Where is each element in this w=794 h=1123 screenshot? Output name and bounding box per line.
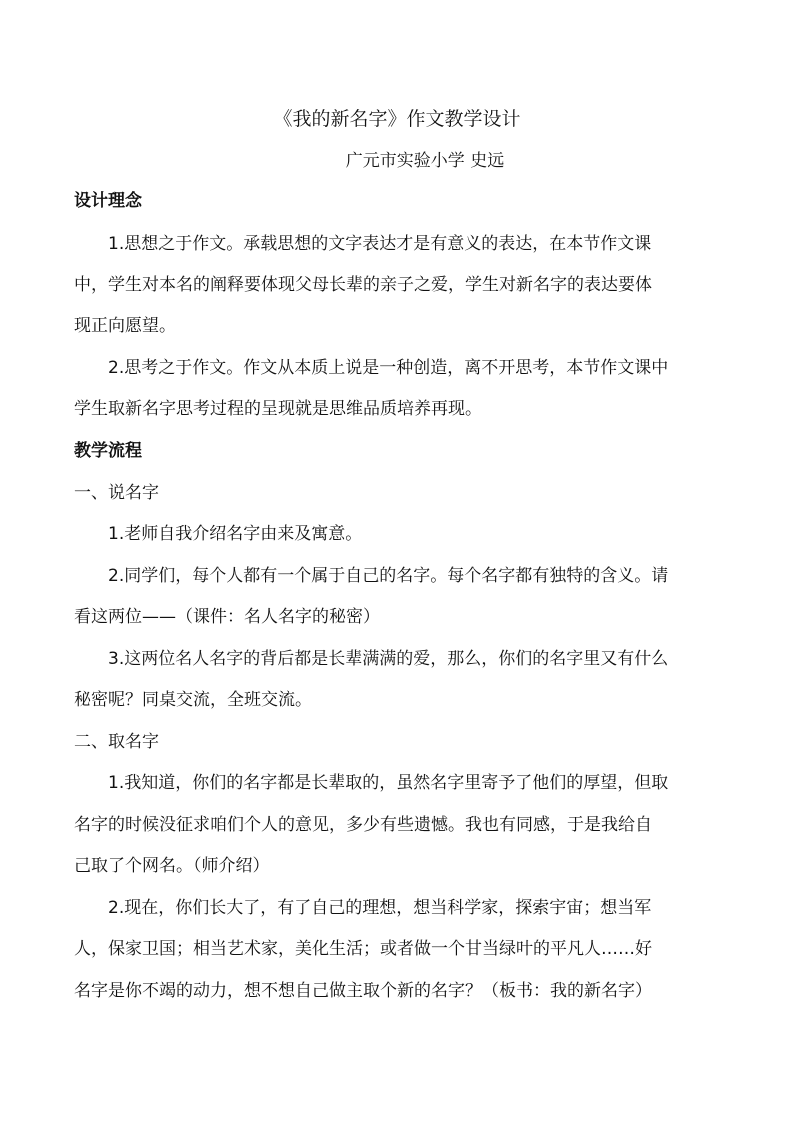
paragraph-line: 2.同学们，每个人都有一个属于自己的名字。每个名字都有独特的含义。请 [108,566,669,586]
paragraph-line: 1.我知道，你们的名字都是长辈取的，虽然名字里寄予了他们的厚望，但取 [108,773,669,793]
section-heading-teaching-process: 教学流程 [74,441,142,461]
paragraph-line: 己取了个网名。（师介绍） [74,856,270,876]
paragraph-line: 1.思想之于作文。承载思想的文字表达才是有意义的表达，在本节作文课 [108,234,652,254]
paragraph-line: 看这两位——（课件：名人名字的秘密） [74,607,380,627]
paragraph-line: 2.思考之于作文。作文从本质上说是一种创造，离不开思考，本节作文课中 [108,358,669,378]
paragraph-line: 名字是你不竭的动力，想不想自己做主取个新的名字？（板书：我的新名字） [74,981,652,1001]
subsection-heading: 一、说名字 [74,483,159,503]
document-author: 广元市实验小学 史远 [345,151,505,171]
paragraph-line: 中，学生对本名的阐释要体现父母长辈的亲子之爱，学生对新名字的表达要体 [74,275,652,295]
paragraph-line: 学生取新名字思考过程的呈现就是思维品质培养再现。 [74,399,482,419]
paragraph-line: 3.这两位名人名字的背后都是长辈满满的爱，那么，你们的名字里又有什么 [108,649,669,669]
document-title: 《我的新名字》作文教学设计 [273,108,521,130]
paragraph-line: 秘密呢？同桌交流，全班交流。 [74,690,312,710]
paragraph-line: 现正向愿望。 [74,316,176,336]
paragraph-line: 名字的时候没征求咱们个人的意见，多少有些遗憾。我也有同感，于是我给自 [74,815,652,835]
paragraph-line: 1.老师自我介绍名字由来及寓意。 [108,524,363,544]
paragraph-line: 2.现在，你们长大了，有了自己的理想，想当科学家，探索宇宙；想当军 [108,898,652,918]
subsection-heading: 二、取名字 [74,732,159,752]
section-heading-design-concept: 设计理念 [74,191,142,211]
paragraph-line: 人，保家卫国；相当艺术家，美化生活；或者做一个甘当绿叶的平凡人……好 [74,939,652,959]
